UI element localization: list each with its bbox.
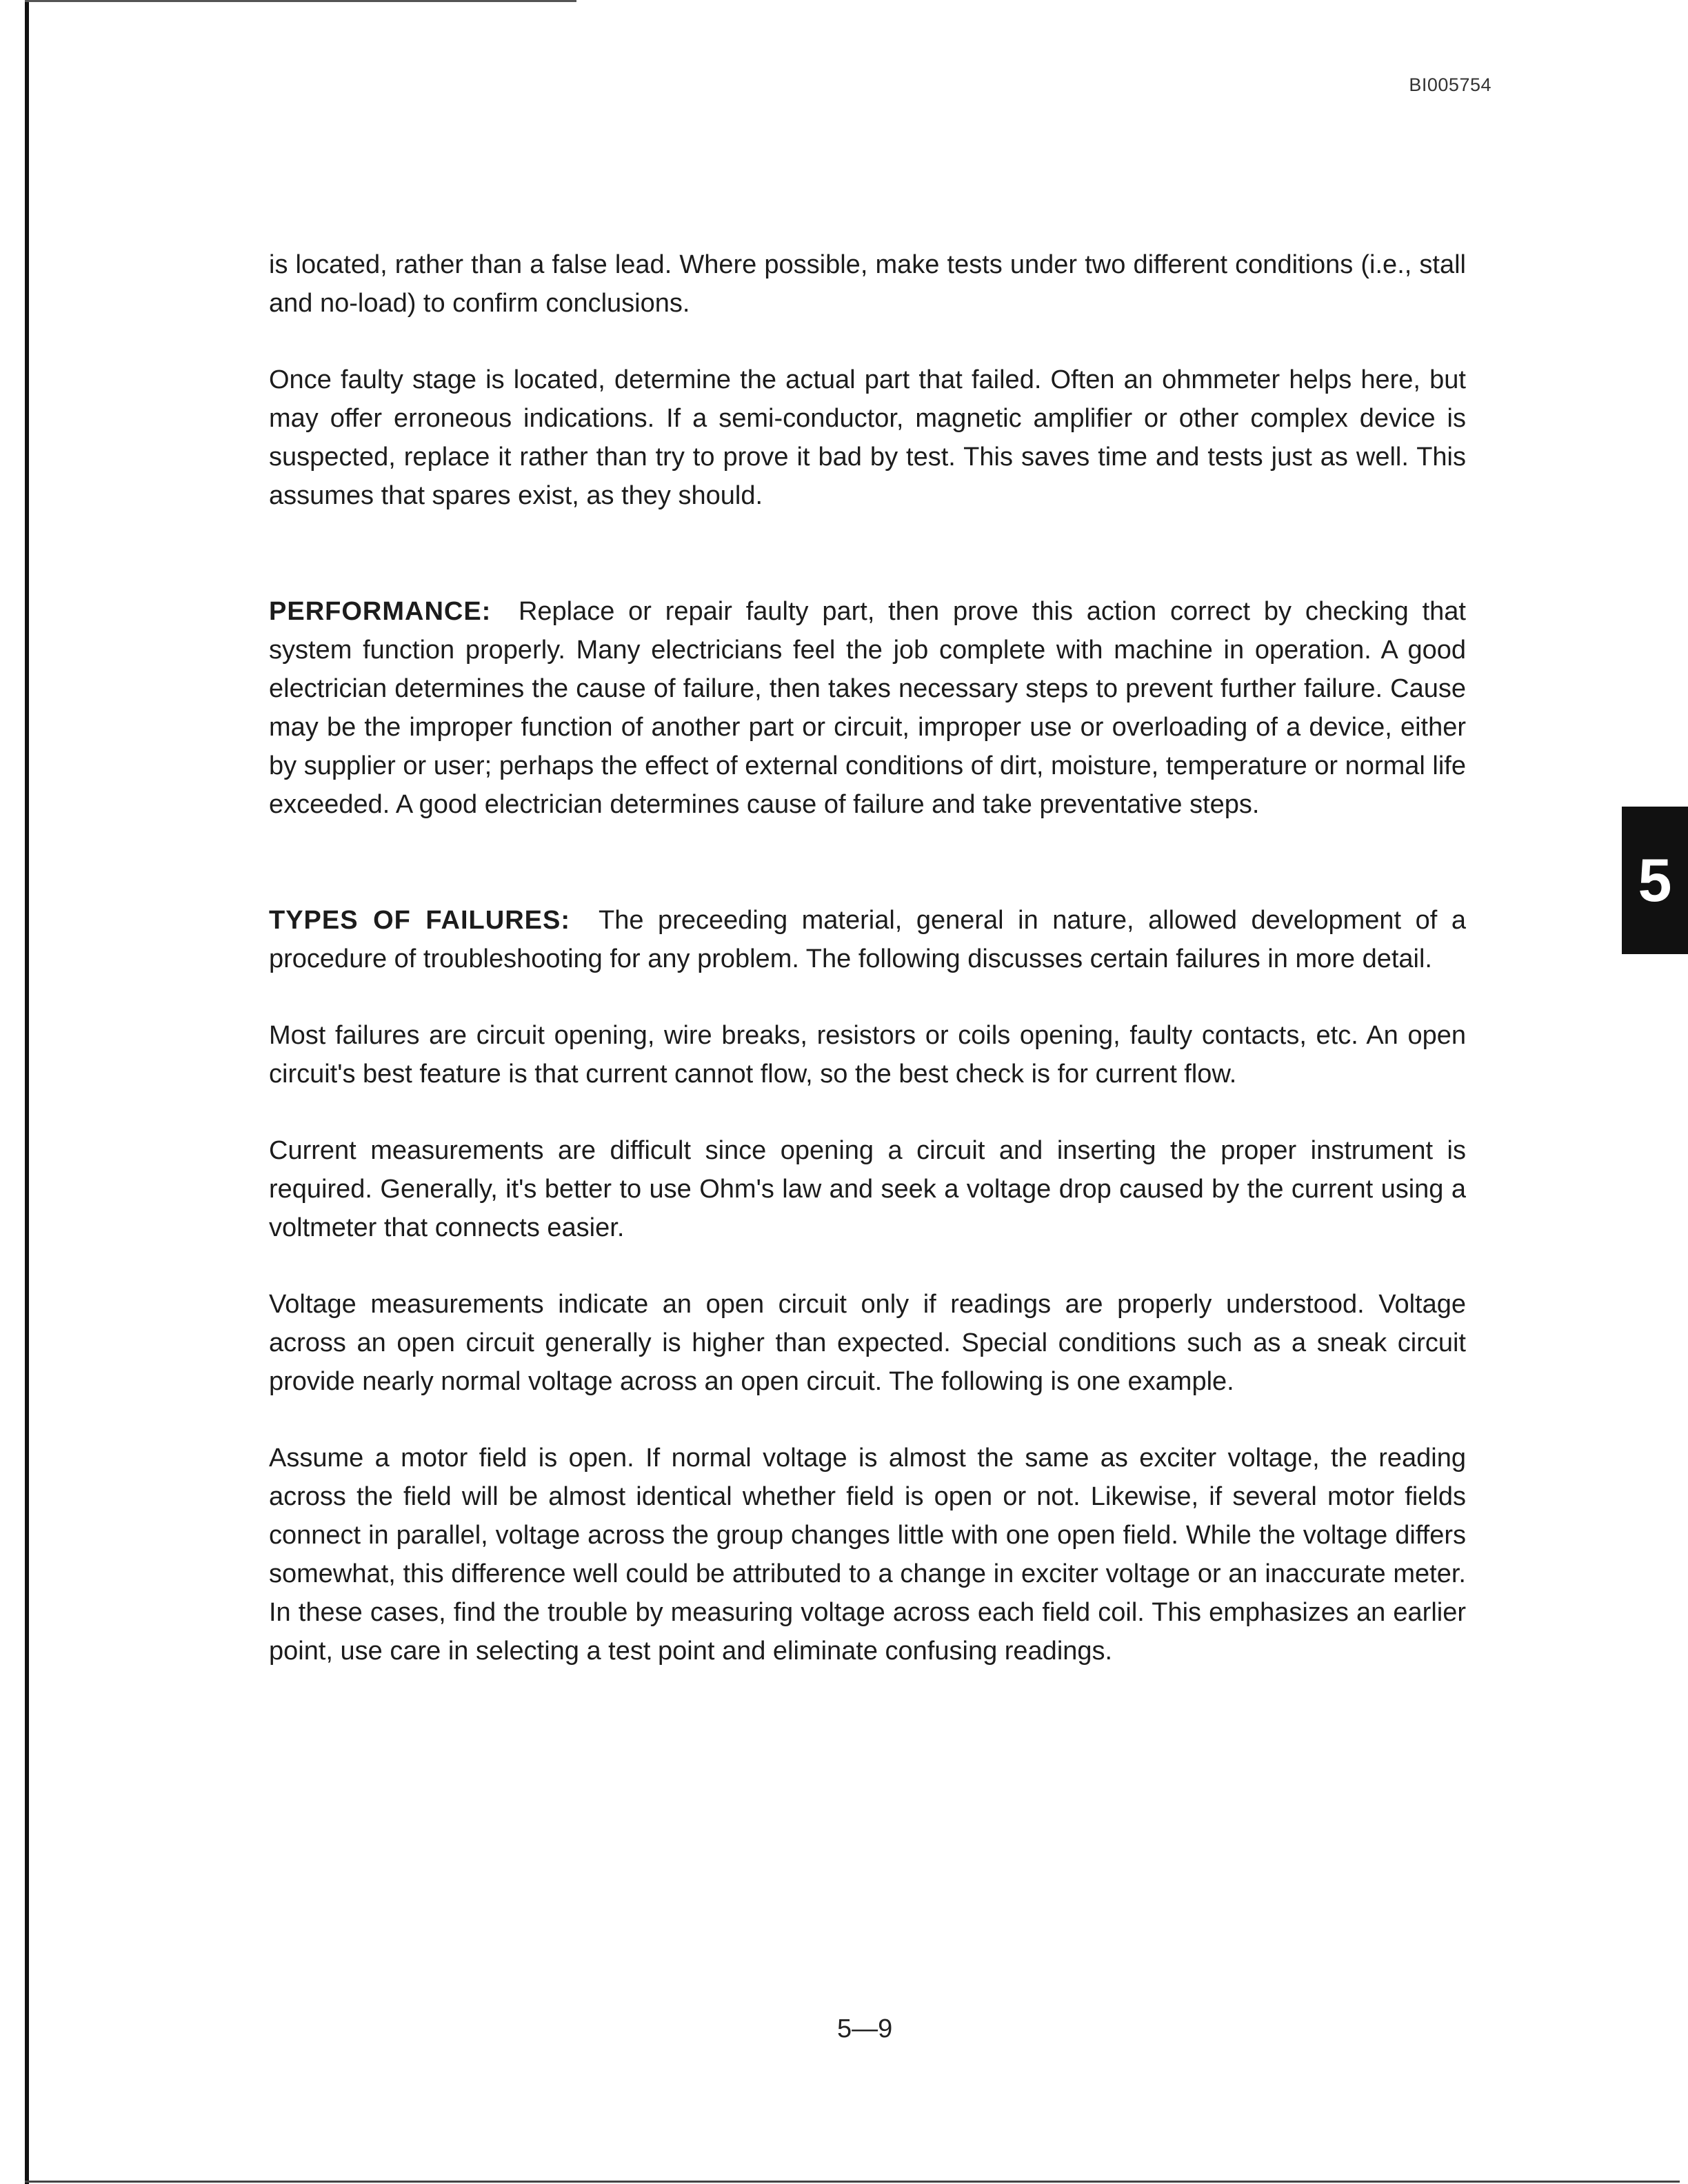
spacer (269, 323, 1466, 361)
section-heading-types-of-failures: TYPES OF FAILURES: (269, 906, 570, 935)
spacer (269, 1401, 1466, 1439)
page-body (269, 245, 1466, 1670)
paragraph-current-measurements: Current measurements are difficult since opening a circuit and inserting the proper instrument is required. Generally, it's better to use Ohm's law and seek a voltage drop caused by the current using a voltmeter that connects easier. (269, 1136, 1466, 1242)
paragraph-false-lead: is located, rather than a false lead. Where possible, make tests under two different conditions (i.e., stall and no-load) to confirm conclusions. (269, 250, 1466, 318)
paragraph-faulty-stage: Once faulty stage is located, determine the actual part that failed. Often an ohmmeter helps here, but may offer erroneous indications. If a semi-conductor, magnetic amplifier or other complex device is suspected, replace it rather than try to prove it bad by test. This saves time and tests just as well. This assumes that spares exist, as they should. (269, 365, 1466, 510)
page-top-rule (25, 0, 576, 2)
paragraph-types-of-failures (269, 901, 1466, 978)
paragraph-performance (269, 592, 1466, 824)
page-number: 5—9 (837, 2014, 893, 2043)
paragraph-circuit-opening: Most failures are circuit opening, wire breaks, resistors or coils opening, faulty contacts, etc. An open circuit's best feature is that current cannot flow, so the best check is for current flow. (269, 1021, 1466, 1089)
document-id: BI005754 (1409, 74, 1491, 95)
spacer (269, 1247, 1466, 1285)
spacer (269, 515, 1466, 592)
page-left-border (25, 0, 29, 2184)
spacer (269, 978, 1466, 1016)
paragraph-voltage-measurements: Voltage measurements indicate an open circuit only if readings are properly understood. Voltage across an open circuit generally is higher than expected. Special conditions such as a sneak circuit provide nearly normal voltage across an open circuit. The following is one example. (269, 1290, 1466, 1396)
paragraph-motor-field-example: Assume a motor field is open. If normal voltage is almost the same as exciter voltage, the reading across the field will be almost identical whether field is open or not. Likewise, if several motor fields connect in parallel, voltage across the group changes little with one open field. While the voltage differs somewhat, this difference well could be attributed to a change in exciter voltage or an inaccurate meter. In these cases, find the trouble by measuring voltage across each field coil. This emphasizes an earlier point, use care in selecting a test point and eliminate confusing readings. (269, 1444, 1466, 1666)
page-bottom-rule (25, 2181, 1680, 2183)
performance-text: Replace or repair faulty part, then prove this action correct by checking that system function properly. Many electricians feel the job complete with machine in operation. A good electrician determines the cause of failure, then takes necessary steps to prevent further failure. Cause may be the improper function of another part or circuit, improper use or overloading of a device, either by supplier or user; perhaps the effect of external conditions of dirt, moisture, temperature or normal life exceeded. A good electrician determines cause of failure and take preventative steps. (269, 597, 1466, 819)
spacer (269, 824, 1466, 901)
section-tab-marker: 5 (1622, 807, 1688, 954)
spacer (269, 1093, 1466, 1131)
section-heading-performance: PERFORMANCE: (269, 597, 492, 626)
types-of-failures-text: The preceeding material, general in nature, allowed development of a procedure of troubleshooting for any problem. The following discusses certain failures in more detail. (269, 906, 1466, 973)
